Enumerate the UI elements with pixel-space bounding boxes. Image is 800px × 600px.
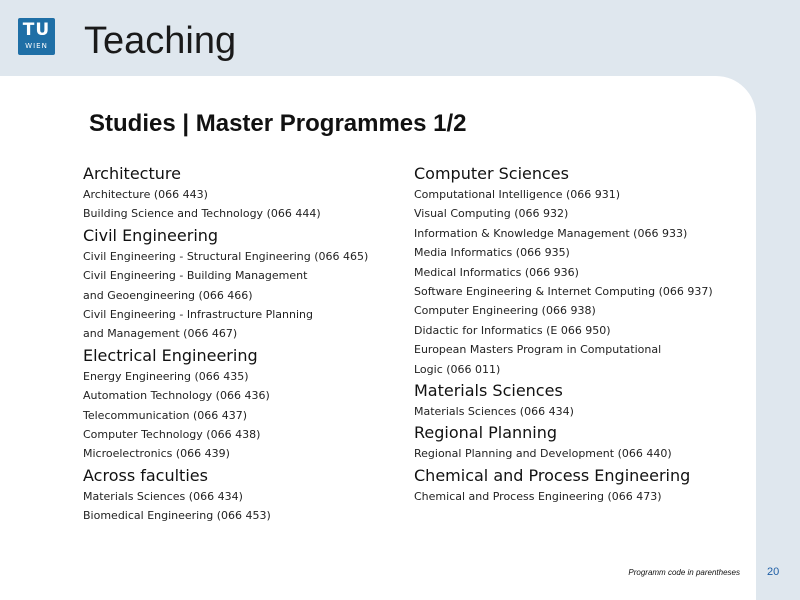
programme-item: Automation Technology (066 436) (83, 389, 270, 403)
programme-item: Architecture (066 443) (83, 188, 208, 201)
section-heading: Civil Engineering (83, 225, 219, 245)
section-heading: Regional Planning (414, 423, 558, 443)
programme-item: Media Informatics (066 935) (414, 246, 570, 260)
right-column (414, 162, 749, 506)
programme-item: and Geoengineering (066 466) (83, 288, 253, 302)
programme-item: Logic (066 011) (414, 362, 501, 376)
programme-item: Telecommunication (066 437) (83, 408, 248, 422)
programme-item: Software Engineering & Internet Computing (066 937) (414, 284, 713, 298)
logo-text-top: TU (22, 20, 51, 40)
programme-item: Information & Knowledge Management (066 933) (414, 226, 688, 240)
programme-item: Medical Informatics (066 936) (414, 265, 579, 279)
programme-item: Civil Engineering - Infrastructure Planning (83, 307, 313, 321)
section-heading: Across faculties (83, 465, 208, 485)
programme-item: Civil Engineering - Building Management (83, 269, 308, 283)
logo-text-bottom: WIEN (25, 42, 48, 50)
programme-item: Computational Intelligence (066 931) (414, 188, 621, 201)
programme-item: Didactic for Informatics (E 066 950) (414, 323, 611, 337)
footnote: Programm code in parentheses (628, 568, 740, 577)
section-heading: Computer Sciences (414, 164, 569, 183)
section-heading: Materials Sciences (414, 380, 563, 400)
page-number: 20 (767, 566, 780, 578)
left-column (83, 162, 403, 525)
slide-title: Teaching (84, 20, 237, 62)
header (0, 0, 800, 76)
programme-item: Computer Engineering (066 938) (414, 304, 596, 318)
programme-item: Regional Planning and Development (066 440) (414, 447, 672, 461)
section-heading: Architecture (83, 164, 181, 183)
programme-item: Materials Sciences (066 434) (83, 489, 243, 503)
tu-wien-logo (18, 18, 55, 55)
programme-item: Materials Sciences (066 434) (414, 404, 574, 418)
programme-item: Civil Engineering - Structural Engineering (066 465) (83, 249, 369, 263)
programme-item: Computer Technology (066 438) (83, 427, 261, 441)
section-heading: Chemical and Process Engineering (414, 465, 691, 485)
programme-item: Microelectronics (066 439) (83, 447, 230, 461)
section-heading: Electrical Engineering (83, 345, 258, 365)
slide-subtitle: Studies | Master Programmes 1/2 (89, 110, 467, 137)
programme-item: Energy Engineering (066 435) (83, 369, 249, 383)
programme-item: Visual Computing (066 932) (414, 207, 569, 221)
programme-item: Building Science and Technology (066 444) (83, 207, 321, 221)
programme-item: and Management (066 467) (83, 327, 238, 341)
programme-item: Chemical and Process Engineering (066 473) (414, 489, 662, 503)
programme-item: European Masters Program in Computational (414, 343, 662, 357)
programme-item: Biomedical Engineering (066 453) (83, 509, 271, 523)
